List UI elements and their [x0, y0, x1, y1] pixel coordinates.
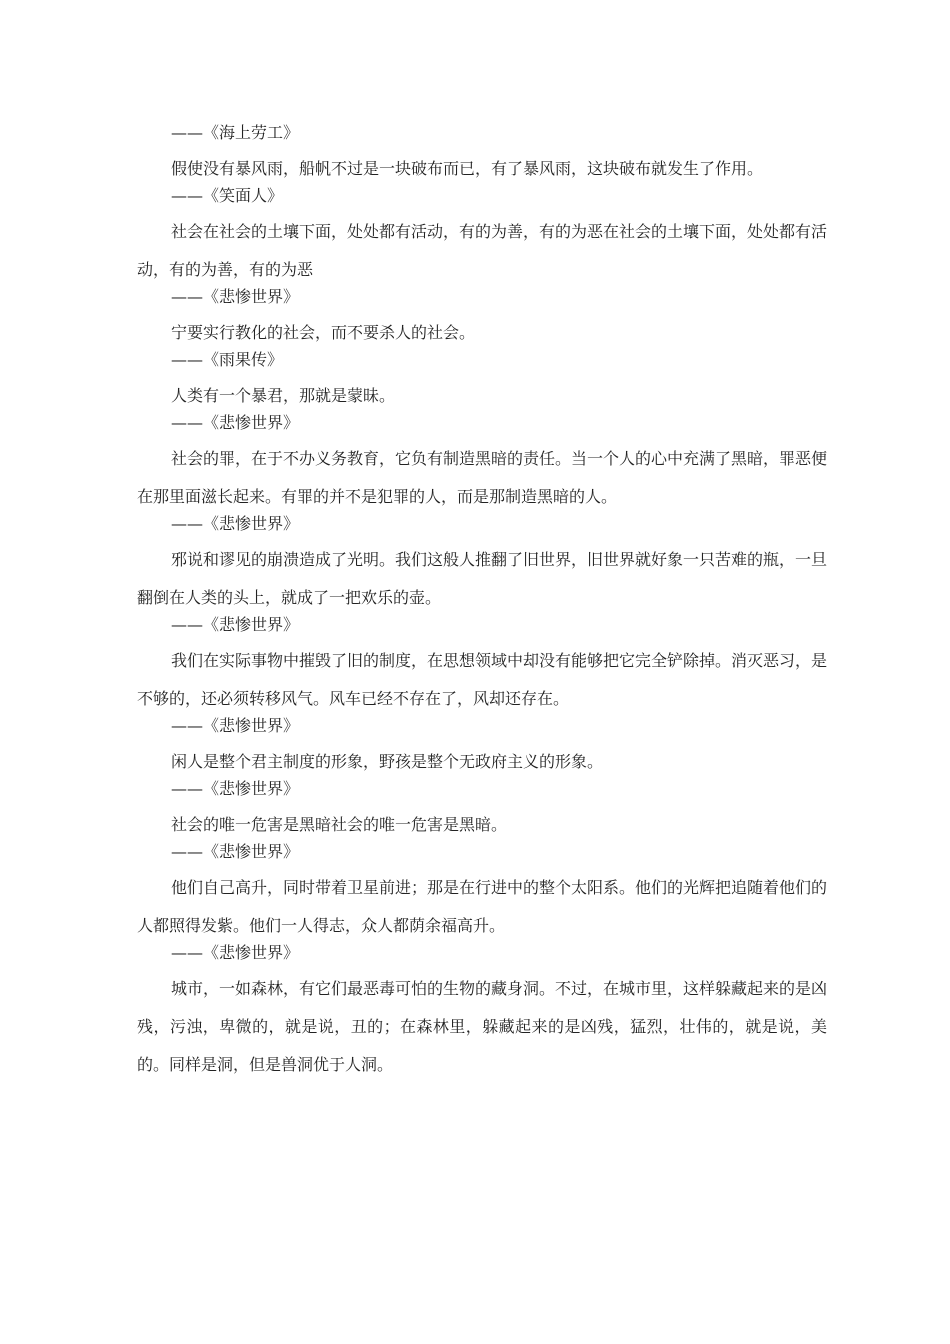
quote-text: 社会的唯一危害是黑暗社会的唯一危害是黑暗。: [171, 815, 508, 834]
quote-entry: [137, 779, 827, 844]
quote-source: ——《悲惨世界》: [171, 413, 300, 432]
quote-entry: [137, 716, 827, 781]
quote-source: ——《悲惨世界》: [171, 615, 300, 634]
quote-entry: [137, 842, 827, 945]
quote-source: ——《海上劳工》: [171, 123, 300, 142]
quote-entry: [137, 615, 827, 718]
quote-source: ——《悲惨世界》: [171, 287, 300, 306]
document-body: [137, 123, 827, 1082]
quote-text: 闲人是整个君主制度的形象，野孩是整个无政府主义的形象。: [171, 752, 604, 771]
quote-text: 假使没有暴风雨，船帆不过是一块破布而已，有了暴风雨，这块破布就发生了作用。: [171, 159, 764, 178]
quote-entry: [137, 287, 827, 352]
quote-text: 他们自己高升，同时带着卫星前进；那是在行进中的整个太阳系。他们的光辉把追随着他们的人都照得发紫。他们一人得志，众人都荫余福高升。: [137, 878, 828, 935]
quote-text: 城市，一如森林，有它们最恶毒可怕的生物的藏身洞。不过，在城市里，这样躲藏起来的是凶残，污浊，卑微的，就是说，丑的；在森林里，躲藏起来的是凶残，猛烈，壮伟的，就是说，美的。同样是洞，但是兽洞优于人洞。: [137, 979, 828, 1074]
quote-text: 邪说和谬见的崩溃造成了光明。我们这般人推翻了旧世界，旧世界就好象一只苦难的瓶，一旦翻倒在人类的头上，就成了一把欢乐的壶。: [137, 550, 828, 607]
quote-source: ——《笑面人》: [171, 186, 284, 205]
quote-entry: [137, 943, 827, 1084]
quote-text: 宁要实行教化的社会，而不要杀人的社会。: [171, 323, 476, 342]
quote-entry: [137, 123, 827, 188]
quote-text: 社会的罪，在于不办义务教育，它负有制造黑暗的责任。当一个人的心中充满了黑暗，罪恶便在那里面滋长起来。有罪的并不是犯罪的人，而是那制造黑暗的人。: [137, 449, 828, 506]
quote-entry: [137, 186, 827, 289]
quote-text: 我们在实际事物中摧毁了旧的制度，在思想领域中却没有能够把它完全铲除掉。消灭恶习，是不够的，还必须转移风气。风车已经不存在了，风却还存在。: [137, 651, 828, 708]
quote-text: 社会在社会的土壤下面，处处都有活动，有的为善，有的为恶在社会的土壤下面，处处都有活动，有的为善，有的为恶: [137, 222, 828, 279]
quote-source: ——《悲惨世界》: [171, 842, 300, 861]
quote-text: 人类有一个暴君，那就是蒙昧。: [171, 386, 396, 405]
quote-source: ——《悲惨世界》: [171, 943, 300, 962]
quote-entry: [137, 350, 827, 415]
quote-source: ——《悲惨世界》: [171, 779, 300, 798]
quote-source: ——《雨果传》: [171, 350, 284, 369]
quote-source: ——《悲惨世界》: [171, 716, 300, 735]
quote-entry: [137, 514, 827, 617]
quote-source: ——《悲惨世界》: [171, 514, 300, 533]
quote-entry: [137, 413, 827, 516]
